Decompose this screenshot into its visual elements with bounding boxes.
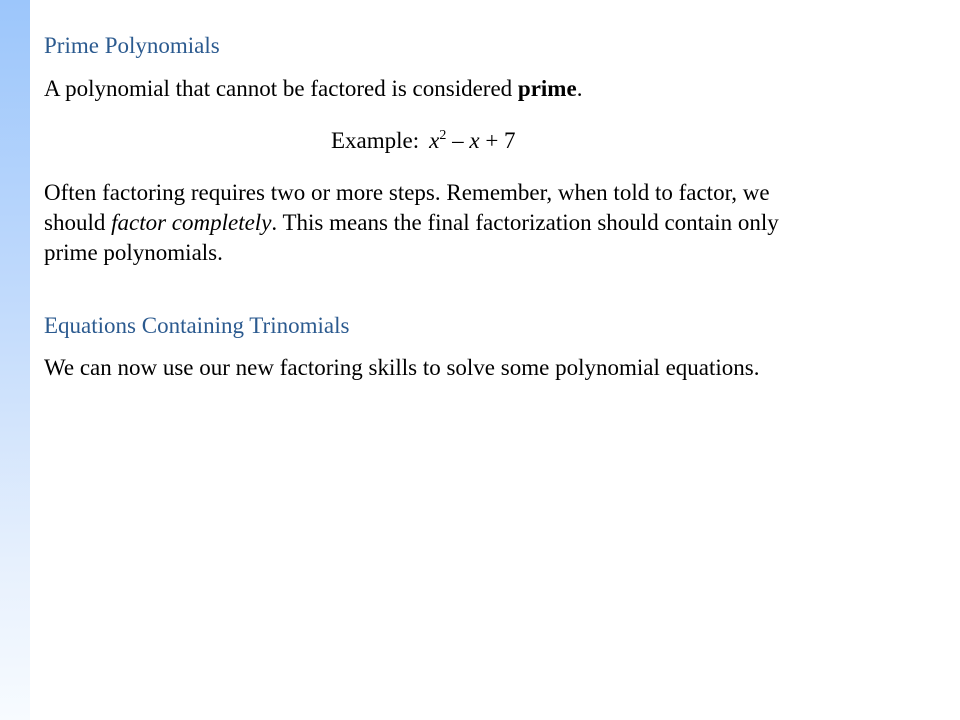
prime-definition [44, 74, 582, 104]
factoring-line-2-end: . This means the final factorization should contain only [271, 210, 779, 235]
prime-definition-end: . [576, 76, 583, 101]
expr-var-x: x [429, 128, 440, 153]
expr-exponent: 2 [439, 128, 447, 143]
example-label: Example: [331, 128, 420, 153]
prime-definition-text: A polynomial that cannot be factored is considered [44, 76, 518, 101]
expr-var-x2: x [469, 128, 480, 153]
factoring-line-1: Often factoring requires two or more steps. Remember, when told to factor, we [44, 180, 770, 205]
prime-term: prime [517, 76, 577, 101]
factoring-line-2 [44, 208, 779, 238]
heading-prime-polynomials: Prime Polynomials [44, 33, 220, 58]
factoring-line-2-start: should [44, 210, 112, 235]
expr-minus: – [446, 128, 470, 153]
factoring-paragraph [44, 178, 779, 268]
expr-constant: + 7 [479, 128, 516, 153]
trinomials-text: We can now use our new factoring skills to solve some polynomial equations. [44, 355, 760, 380]
example-expression [429, 128, 515, 153]
factor-completely-term: factor completely [111, 210, 272, 235]
heading-equations-trinomials: Equations Containing Trinomials [44, 313, 350, 338]
example-line [331, 126, 516, 156]
decorative-sidebar [0, 0, 30, 720]
factoring-line-3: prime polynomials. [44, 240, 223, 265]
